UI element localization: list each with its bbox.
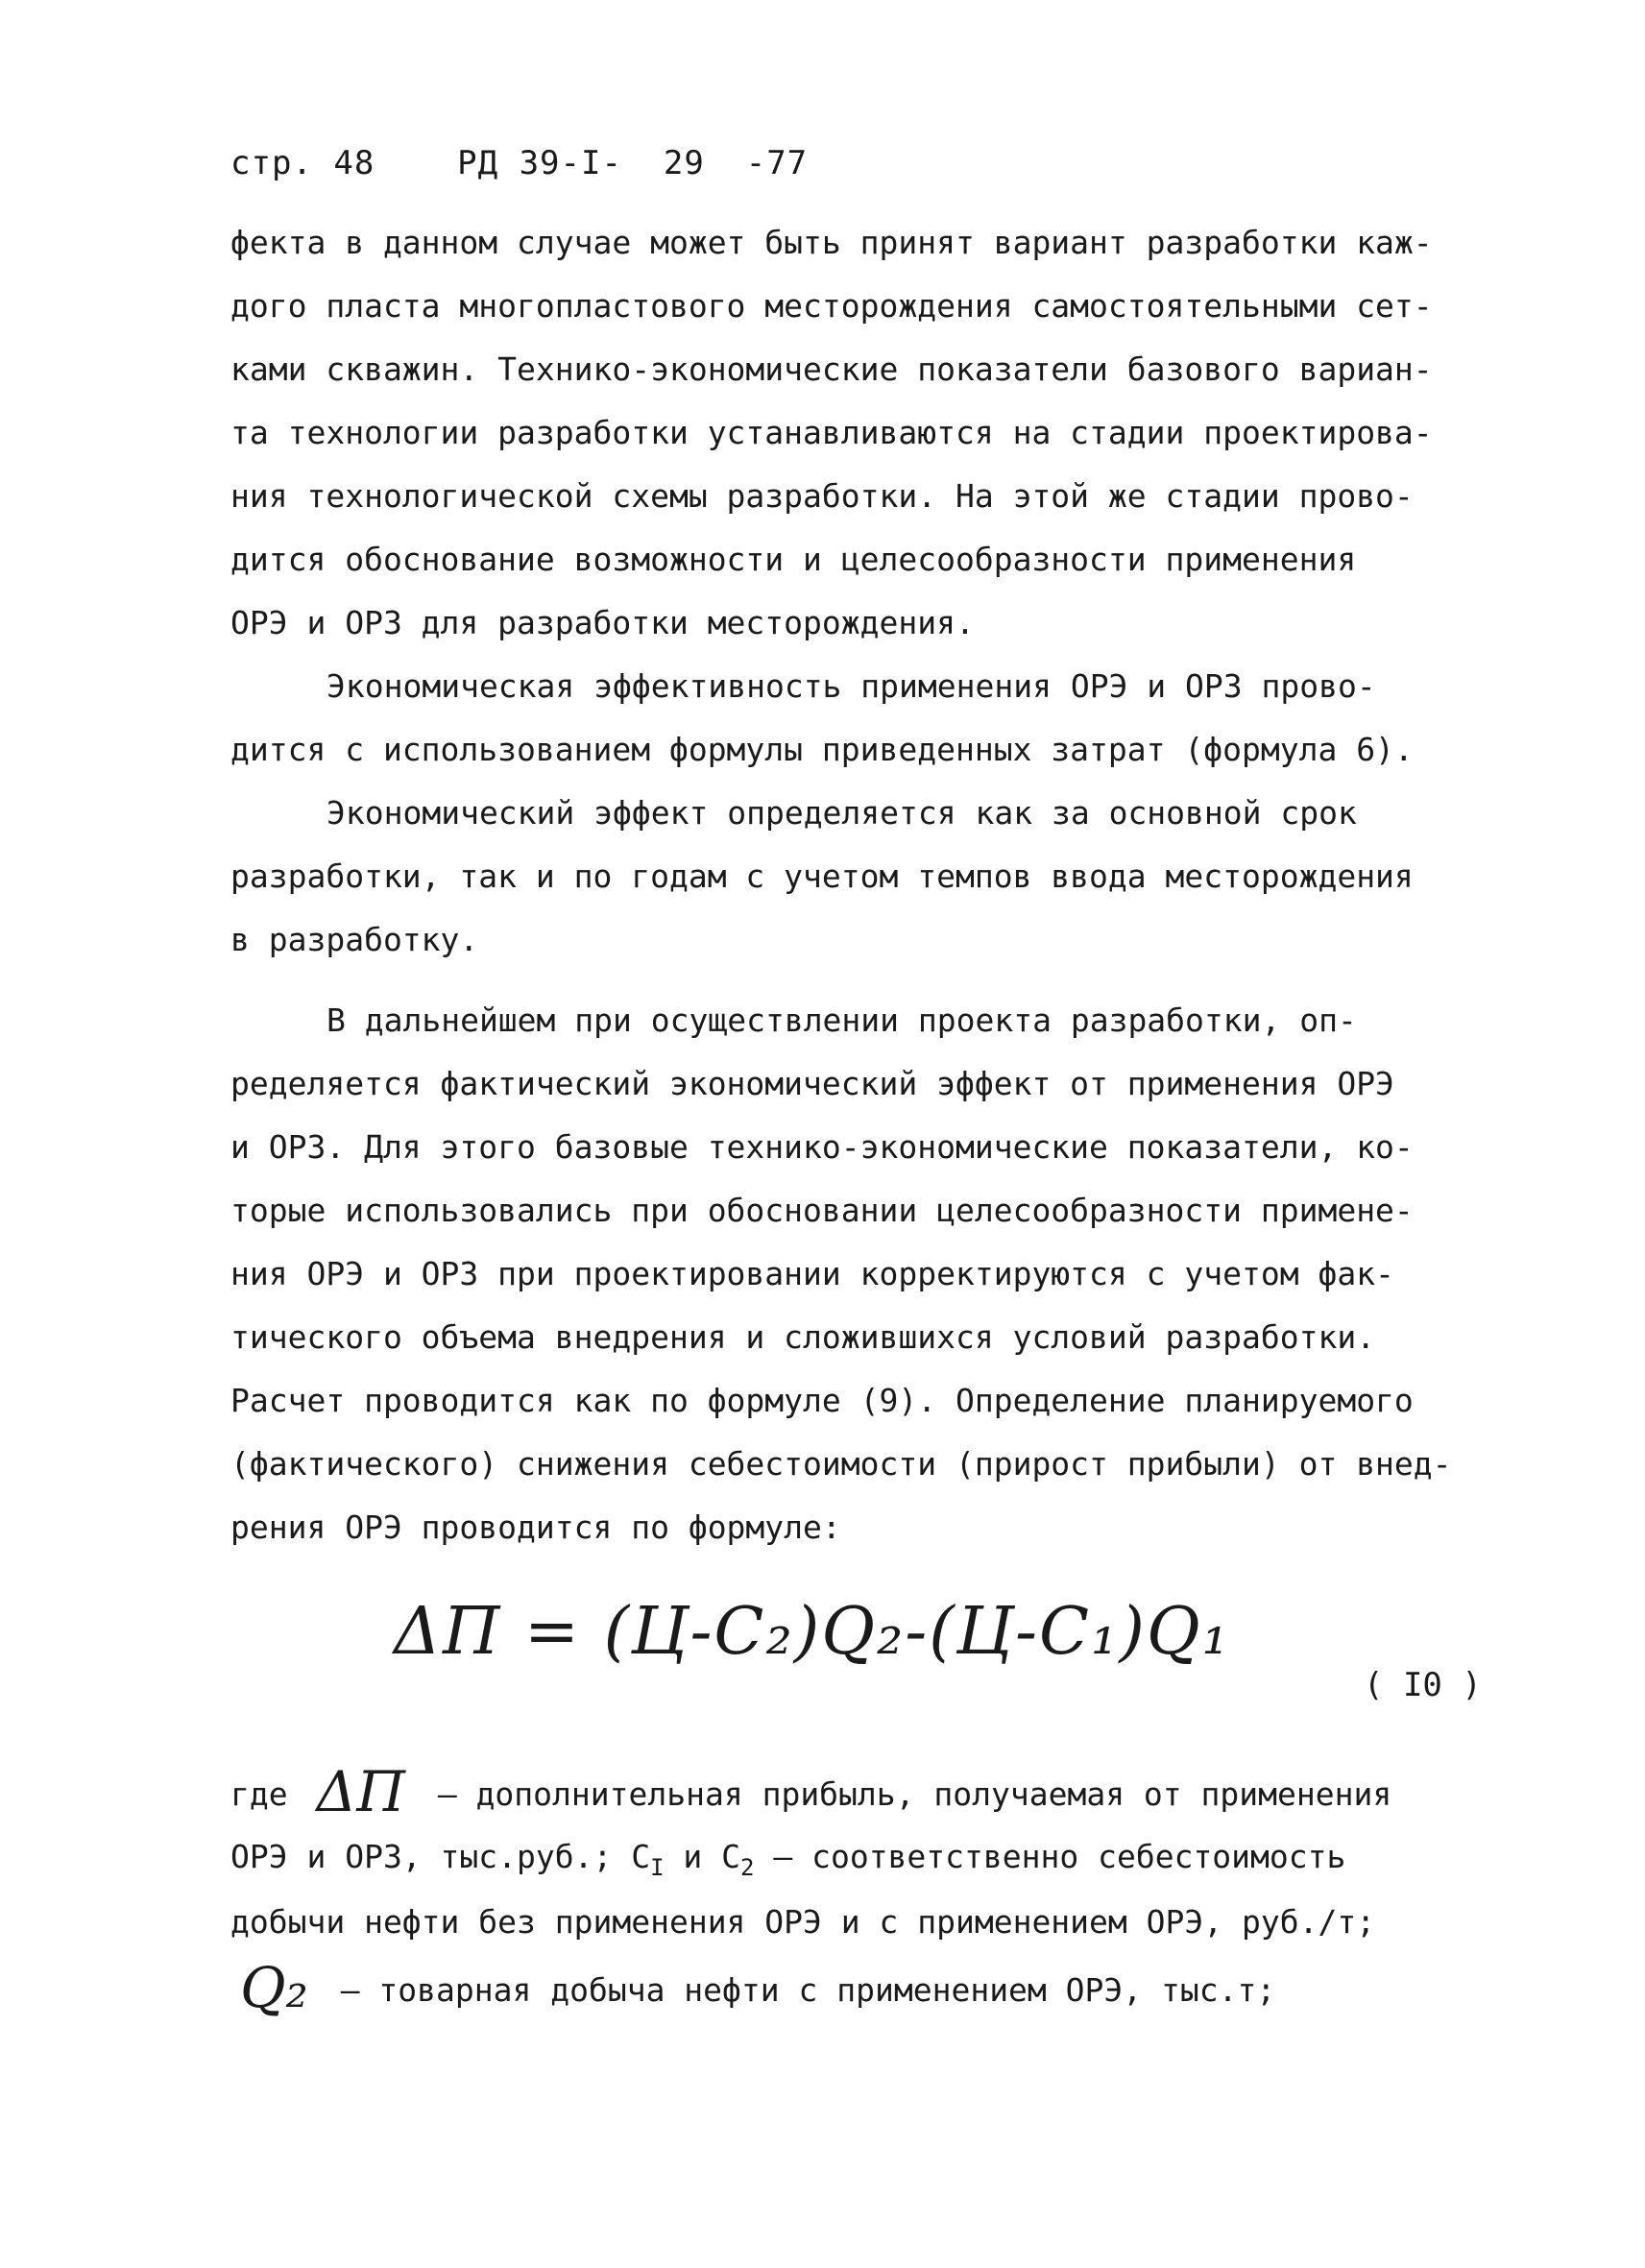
text-line: ОРЭ и ОРЗ для разработки месторождения. <box>230 604 975 641</box>
body-text-middle <box>230 989 1488 1559</box>
text-line: (фактического) снижения себестоимости (прирост прибыли) от внед- <box>230 1445 1452 1483</box>
legend-line: добычи нефти без применения ОРЭ и с применением ОРЭ, руб./т; <box>230 1903 1376 1941</box>
text-line: дится с использованием формулы приведенных затрат (формула 6). <box>230 731 1414 768</box>
text-line: разработки, так и по годам с учетом темпов ввода месторождения <box>230 857 1414 895</box>
legend-where-label: где <box>230 1775 288 1813</box>
delta-p-symbol: ΔП <box>316 1759 405 1824</box>
legend-line <box>230 1759 1488 1824</box>
text-line: ределяется фактический экономический эффект от применения ОРЭ <box>230 1065 1394 1102</box>
text-line: рения ОРЭ проводится по формуле: <box>230 1508 841 1546</box>
legend-text: – дополнительная прибыль, получаемая от применения <box>437 1775 1392 1813</box>
text-line: Расчет проводится как по формуле (9). Определение планируемого <box>230 1382 1414 1419</box>
formula-legend <box>230 1759 1488 2020</box>
legend-line <box>230 1955 1488 2020</box>
legend-text: – товарная добыча нефти с применением ОРЭ, тыс.т; <box>340 1971 1276 2009</box>
text-line: ками скважин. Технико-экономические показатели базового вариан- <box>230 350 1433 388</box>
text-line: В дальнейшем при осуществлении проекта разработки, оп- <box>327 1001 1357 1039</box>
text-line: дого пласта многопластового месторождения самостоятельными сет- <box>230 287 1433 325</box>
subscript: 2 <box>740 1854 755 1881</box>
text-line: торые использовались при обосновании целесообразности примене- <box>230 1192 1414 1229</box>
formula-number: ( I0 ) <box>1364 1666 1482 1704</box>
q2-symbol: Q₂ <box>240 1955 308 2020</box>
legend-text: и С <box>664 1838 741 1875</box>
text-line: тического объема внедрения и сложившихся условий разработки. <box>230 1318 1376 1356</box>
text-line: Экономический эффект определяется как за основной срок <box>327 794 1357 832</box>
text-line: Экономическая эффективность применения ОРЭ и ОРЗ прово- <box>327 667 1376 705</box>
text-line: дится обоснование возможности и целесообразности применения <box>230 541 1357 578</box>
legend-text: – соответственно себестоимость <box>754 1838 1346 1875</box>
text-line: ния технологической схемы разработки. На этой же стадии прово- <box>230 477 1414 515</box>
page-header: стр. 48 РД 39-I- 29 -77 <box>230 144 809 182</box>
text-line: ния ОРЭ и ОРЗ при проектировании корректируются с учетом фак- <box>230 1255 1394 1292</box>
legend-text: ОРЭ и ОРЗ, тыс.руб.; С <box>230 1838 651 1875</box>
text-line: и ОРЗ. Для этого базовые технико-экономические показатели, ко- <box>230 1128 1414 1166</box>
legend-line <box>230 1824 1488 1890</box>
handwritten-formula: ΔП = (Ц-C₂)Q₂-(Ц-C₁)Q₁ <box>394 1594 1230 1670</box>
text-line: в разработку. <box>230 921 479 958</box>
body-text-top <box>230 211 1488 972</box>
subscript: I <box>650 1854 665 1881</box>
text-line: фекта в данном случае может быть принят вариант разработки каж- <box>230 224 1433 261</box>
text-line: та технологии разработки устанавливаются на стадии проектирова- <box>230 414 1433 451</box>
